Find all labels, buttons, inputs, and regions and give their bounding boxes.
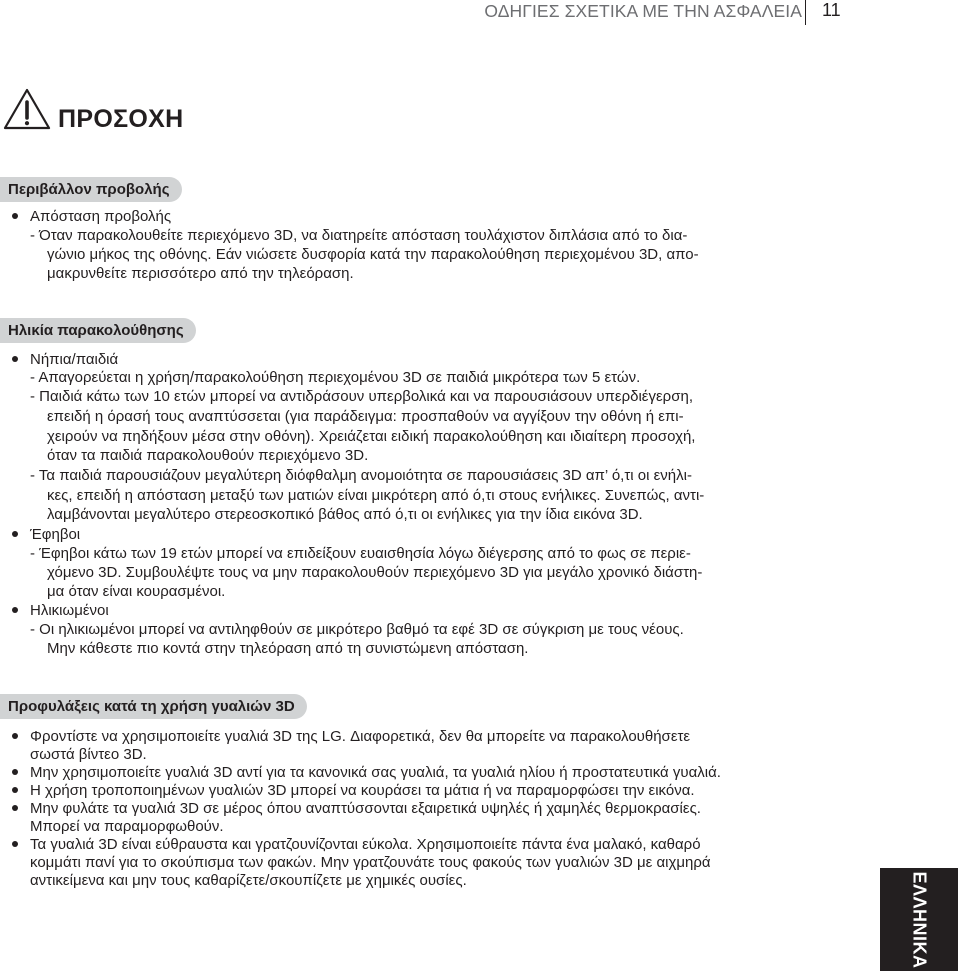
text-line: μακρυνθείτε περισσότερο από την τηλεόραση.: [47, 265, 354, 282]
text-line: - Τα παιδιά παρουσιάζουν μεγαλύτερη διόφθαλμη ανομοιότητα σε παρουσιάσεις 3D απ’ ό,τι οι ενήλι-: [30, 467, 692, 484]
text-line: - Απαγορεύεται η χρήση/παρακολούθηση περιεχομένου 3D σε παιδιά μικρότερα των 5 ετών.: [30, 369, 641, 386]
section-title-viewing-environment: Περιβάλλον προβολής: [0, 177, 182, 202]
text-line: λαμβάνονται μεγαλύτερο στερεοσκοπικό βάθος από ό,τι οι ενήλικες για την ίδια εικόνα 3D.: [47, 506, 643, 523]
text-line: αντικείμενα και μην τους καθαρίζετε/σκουπίζετε με χημικές ουσίες.: [30, 872, 467, 889]
bullet-dot: [12, 213, 18, 219]
language-tab: [880, 868, 958, 971]
bullet-dot: [12, 531, 18, 537]
header-divider: [805, 0, 806, 25]
text-line: όταν τα παιδιά παρακολουθούν περιεχόμενο 3D.: [47, 447, 369, 464]
bullet-dot: [12, 805, 18, 811]
text-line: Τα γυαλιά 3D είναι εύθραυστα και γρατζουνίζονται εύκολα. Χρησιμοποιείτε πάντα ένα μαλακό, καθαρό: [30, 836, 701, 853]
language-tab-label: ΕΛΛΗΝΙΚΑ: [909, 870, 930, 969]
text-line: επειδή η όρασή τους αναπτύσσεται (για παράδειγμα: προσπαθούν να αγγίξουν την οθόνη ή επι-: [47, 408, 684, 425]
bullet-dot: [12, 607, 18, 613]
text-line: - Οι ηλικιωμένοι μπορεί να αντιληφθούν σε μικρότερο βαθμό τα εφέ 3D σε σύγκριση με τους νέους.: [30, 621, 684, 638]
bullet-dot: [12, 769, 18, 775]
caution-heading: [3, 85, 403, 135]
text-line: κες, επειδή η απόσταση μεταξύ των ματιών είναι μικρότερη από ό,τι στους ενήλικες. Συνεπώς, αντι-: [47, 487, 705, 504]
text-line: - Έφηβοι κάτω των 19 ετών μπορεί να επιδείξουν ευαισθησία λόγω διέγερσης από το φως σε περιε-: [30, 545, 691, 562]
text-line: Μην φυλάτε τα γυαλιά 3D σε μέρος όπου αναπτύσσονται εξαιρετικά υψηλές ή χαμηλές θερμοκρασίες.: [30, 800, 701, 817]
text-line: Μην κάθεστε πιο κοντά στην τηλεόραση από τη συνιστώμενη απόσταση.: [47, 640, 529, 657]
header-title: ΟΔΗΓΙΕΣ ΣΧΕΤΙΚΑ ΜΕ ΤΗΝ ΑΣΦΑΛΕΙΑ: [484, 1, 802, 21]
page-number: 11: [822, 0, 841, 20]
text-line: γώνιο μήκος της οθόνης. Εάν νιώσετε δυσφορία κατά την παρακολούθηση περιεχομένου 3D, απο-: [47, 246, 699, 263]
bullet-dot: [12, 841, 18, 847]
text-line: μα όταν είναι κουρασμένοι.: [47, 583, 226, 600]
bullet-viewing-distance: Απόσταση προβολής: [30, 208, 172, 225]
section-title-viewing-age: Ηλικία παρακολούθησης: [0, 318, 196, 343]
text-line: χειρούν να πηδήξουν μέσα στην οθόνη). Χρειάζεται ειδική παρακολούθηση και ιδιαίτερη προσοχή,: [47, 428, 696, 445]
page-header: [0, 0, 960, 22]
bullet-teenagers: Έφηβοι: [30, 526, 81, 543]
caution-title: ΠΡΟΣΟΧΗ: [58, 105, 184, 133]
text-line: σωστά βίντεο 3D.: [30, 746, 147, 763]
bullet-dot: [12, 356, 18, 362]
bullet-toddlers-children: Νήπια/παιδιά: [30, 351, 119, 368]
text-line: Μπορεί να παραμορφωθούν.: [30, 818, 224, 835]
text-line: - Όταν παρακολουθείτε περιεχόμενο 3D, να διατηρείτε απόσταση τουλάχιστον διπλάσια από το δια-: [30, 227, 688, 244]
text-line: χόμενο 3D. Συμβουλέψτε τους να μην παρακολουθούν περιεχόμενο 3D για μεγάλο χρονικό διάστη-: [47, 564, 703, 581]
bullet-dot: [12, 733, 18, 739]
bullet-dot: [12, 787, 18, 793]
text-line: - Παιδιά κάτω των 10 ετών μπορεί να αντιδράσουν υπερβολικά και να παρουσιάσουν υπερδιέγερση,: [30, 388, 693, 405]
text-line: Μην χρησιμοποιείτε γυαλιά 3D αντί για τα κανονικά σας γυαλιά, τα γυαλιά ηλίου ή προστατευτικά γυαλιά.: [30, 764, 721, 781]
section-title-3d-glasses: Προφυλάξεις κατά τη χρήση γυαλιών 3D: [0, 694, 307, 719]
text-line: κομμάτι πανί για το σκούπισμα των φακών. Μην γρατζουνάτε τους φακούς των γυαλιών 3D με αιχμηρά: [30, 854, 711, 871]
warning-triangle-icon: [3, 87, 51, 131]
text-line: Η χρήση τροποποιημένων γυαλιών 3D μπορεί να κουράσει τα μάτια ή να παραμορφώσει την εικόνα.: [30, 782, 695, 799]
text-line: Φροντίστε να χρησιμοποιείτε γυαλιά 3D της LG. Διαφορετικά, δεν θα μπορείτε να παρακολουθήσετε: [30, 728, 691, 745]
bullet-elderly: Ηλικιωμένοι: [30, 602, 109, 619]
